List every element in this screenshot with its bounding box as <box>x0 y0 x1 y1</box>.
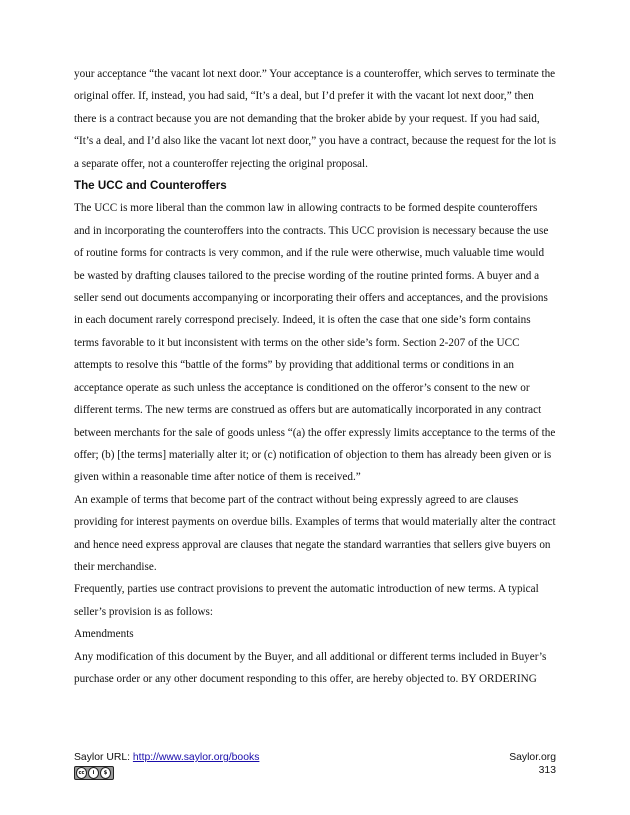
paragraph-contract-provisions: Frequently, parties use contract provisions to prevent the automatic introduction of new terms. A typical seller’s provision is as follows: <box>74 583 539 618</box>
cc-logo-icon: cc <box>76 767 87 779</box>
footer-source <box>74 751 259 764</box>
paragraph-amendments-label: Amendments <box>74 628 134 641</box>
paragraph-terms-example: An example of terms that become part of the contract without being expressly agreed to are clauses providing for interest payments on overdue bills. Examples of terms that would materially alter the contract and hence need express approval are clauses that negate the standard warranties that sellers give buyers on their merchandise. <box>74 493 556 573</box>
section-heading: The UCC and Counteroffers <box>74 179 227 193</box>
paragraph-ucc-liberal: The UCC is more liberal than the common law in allowing contracts to be formed despite counteroffers and in incorporating the counteroffers into the contracts. This UCC provision is necessary because the use of routine forms for contracts is very common, and if the rule were otherwise, much valuable time would be wasted by drafting clauses tailored to the precise wording of the routine printed forms. A buyer and a seller send out documents accompanying or incorporating their offers and acceptances, and the provisions in each document rarely correspond precisely. Indeed, it is often the case that one side’s form contains terms favorable to it but inconsistent with terms on the other side’s form. Section 2-207 of the UCC attempts to resolve this “battle of the forms” by providing that additional terms or conditions in an acceptance operate as such unless the acceptance is conditioned on the offeror’s consent to the new or different terms. The new terms are construed as offers but are automatically incorporated in any contract between merchants for the sale of goods unless “(a) the offer expressly limits acceptance to the terms of the offer; (b) [the terms] materially alter it; or (c) notification of objection to them has already been given or is given within a reasonable time after notice of them is received.” <box>74 202 556 484</box>
footer-source-label: Saylor URL: <box>74 752 133 763</box>
paragraph-counteroffer-example: your acceptance “the vacant lot next door.” Your acceptance is a counteroffer, which serves to terminate the original offer. If, instead, you had said, “It’s a deal, but I’d prefer it with the vacant lot next door,” then there is a contract because you are not demanding that the broker abide by your request. If you had said, “It’s a deal, and I’d also like the vacant lot next door,” you have a contract, because the request for the lot is a separate offer, not a counteroffer rejecting the original proposal. <box>74 68 556 170</box>
footer-source-link[interactable]: http://www.saylor.org/books <box>132 752 260 763</box>
footer-right <box>509 751 556 777</box>
page-body <box>74 63 556 690</box>
cc-license-icon[interactable] <box>74 766 114 780</box>
nc-icon: $ <box>100 767 111 779</box>
page-number: 313 <box>538 765 556 776</box>
by-icon: i <box>88 767 99 779</box>
paragraph-amendments-text: Any modification of this document by the Buyer, and all additional or different terms included in Buyer’s purchase order or any other document responding to this offer, are hereby objected to. BY ORDERING <box>74 650 547 685</box>
footer-site: Saylor.org <box>509 752 556 763</box>
